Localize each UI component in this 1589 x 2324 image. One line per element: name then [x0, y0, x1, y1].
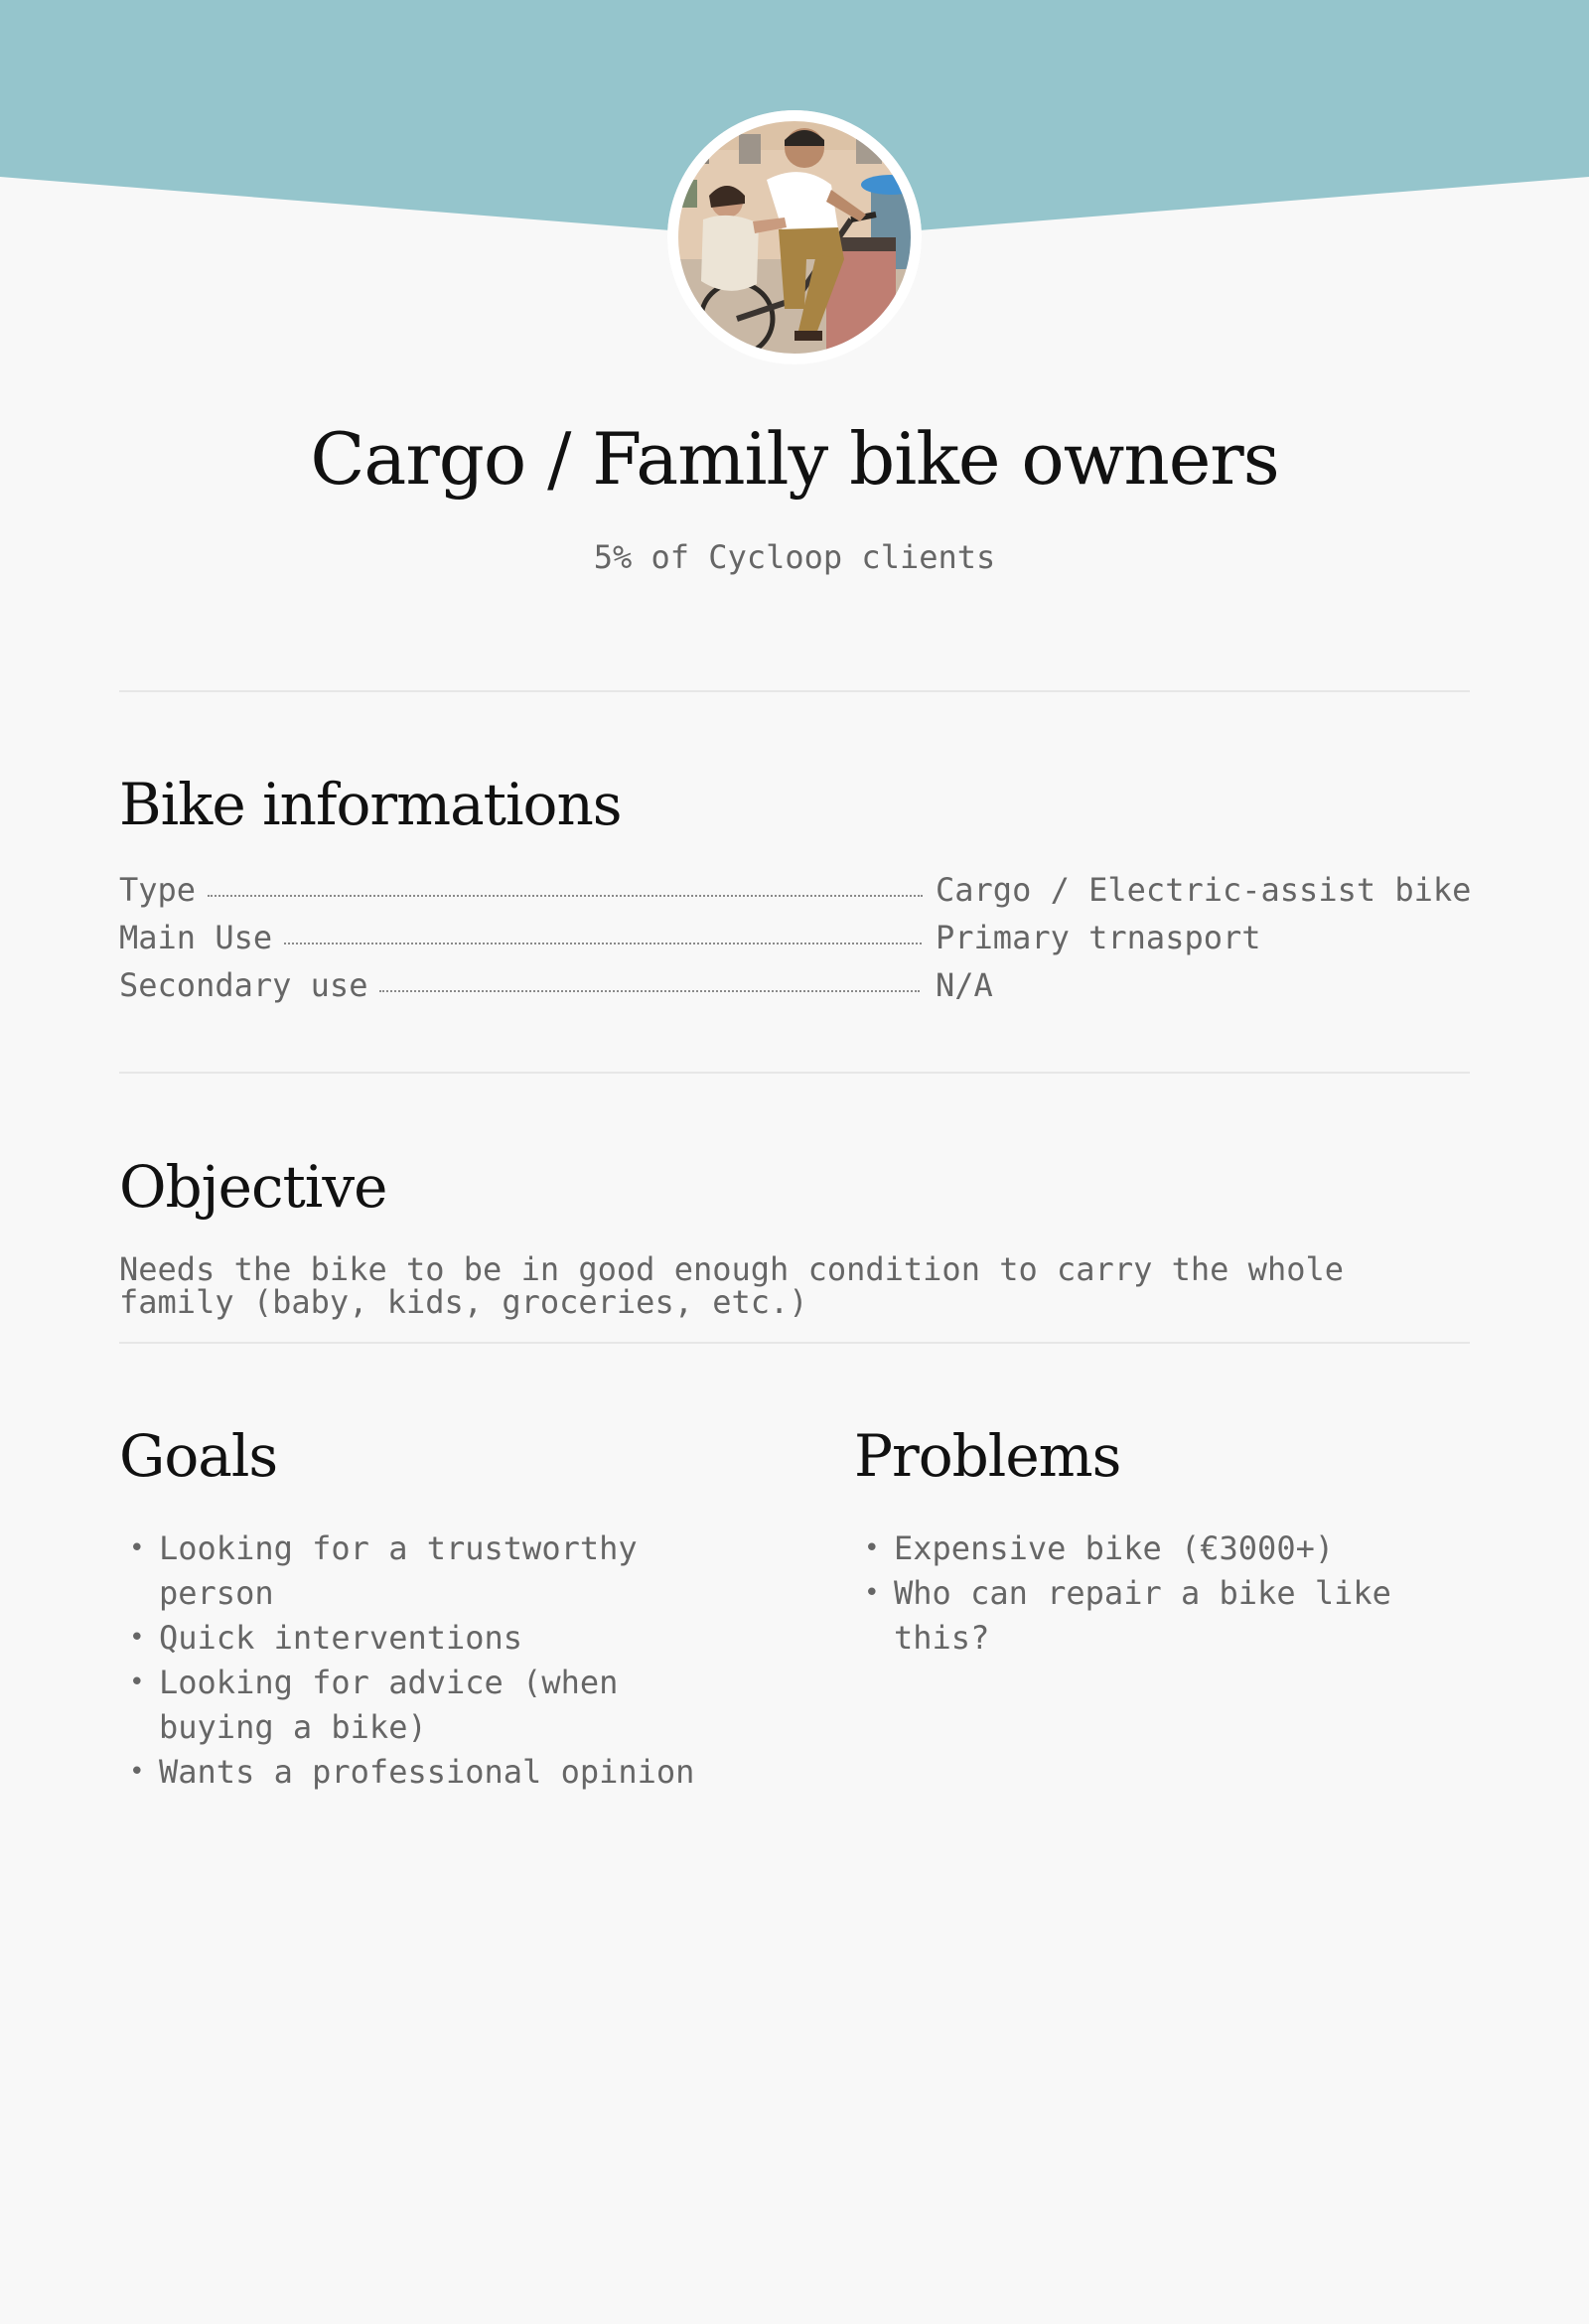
bike-info-label: Main Use — [119, 919, 273, 956]
persona-avatar — [667, 110, 922, 364]
list-item: • Looking for advice (when buying a bike) — [119, 1661, 735, 1750]
family-cargo-bike-photo-icon — [667, 110, 922, 364]
bike-info-list — [119, 866, 1470, 1009]
bike-info-row-main-use — [119, 914, 1470, 961]
bike-info-value: Cargo / Electric-assist bike — [936, 871, 1472, 909]
list-item: • Who can repair a bike like this? — [854, 1571, 1410, 1661]
dot-leader — [284, 943, 922, 944]
dot-leader — [379, 990, 920, 992]
divider — [119, 690, 1470, 692]
objective-heading: Objective — [119, 1153, 387, 1221]
bike-info-value: Primary trnasport — [936, 919, 1261, 956]
problems-list — [854, 1526, 1410, 1661]
list-item: • Wants a professional opinion — [119, 1750, 735, 1795]
goals-list — [119, 1526, 735, 1795]
goals-heading: Goals — [119, 1422, 278, 1490]
bike-info-value: N/A — [936, 966, 993, 1004]
bike-info-row-type — [119, 866, 1470, 914]
dot-leader — [208, 895, 923, 897]
list-item: • Quick interventions — [119, 1616, 735, 1661]
problems-heading: Problems — [854, 1422, 1121, 1490]
list-item: • Expensive bike (€3000+) — [854, 1526, 1410, 1571]
persona-share: 5% of Cycloop clients — [593, 538, 996, 576]
objective-text: Needs the bike to be in good enough condition to carry the whole family (baby, kids, groceries, etc.) — [119, 1250, 1344, 1321]
bike-info-row-secondary-use — [119, 961, 1470, 1009]
list-item: • Looking for a trustworthy person — [119, 1526, 735, 1616]
divider — [119, 1342, 1470, 1344]
page-title: Cargo / Family bike owners — [310, 417, 1279, 501]
divider — [119, 1072, 1470, 1074]
bike-info-label: Type — [119, 871, 197, 909]
bike-info-heading: Bike informations — [119, 771, 622, 838]
bike-info-label: Secondary use — [119, 966, 368, 1004]
